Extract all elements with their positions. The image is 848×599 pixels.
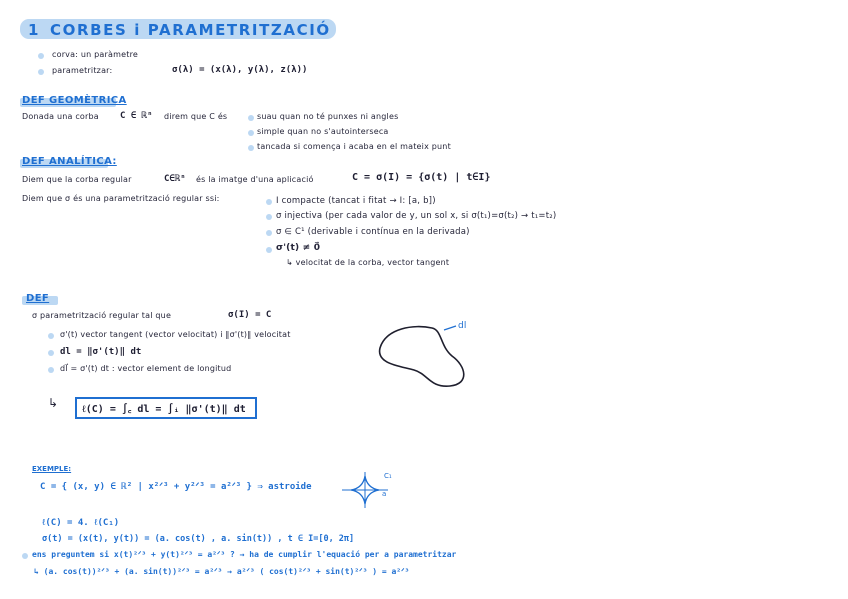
dl-pointer bbox=[444, 326, 456, 330]
length-formula: ℓ(C) = ∫꜀ dl = ∫ᵢ ‖σ'(t)‖ dt bbox=[82, 404, 246, 415]
def-ana-formula: C = σ(I) = {σ(t) | t∈I} bbox=[352, 172, 491, 183]
bullet bbox=[248, 145, 254, 151]
param-label: parametritzar: bbox=[52, 66, 113, 75]
example-line3: σ(t) = (x(t), y(t)) = (a. cos(t) , a. sin(t)) , t ∈ I=[0, 2π] bbox=[42, 534, 355, 544]
example-line1: C = { (x, y) ∈ ℝ² | x²ᐟ³ + y²ᐟ³ = a²ᐟ³ } ⇒ astroide bbox=[40, 482, 312, 492]
def-ana-line1-b: és la imatge d'una aplicació bbox=[196, 175, 314, 184]
def-geo-title: DEF GEOMÈTRICA bbox=[22, 95, 127, 106]
astroid-a-label: a bbox=[382, 490, 387, 498]
def-geo-set: C ∈ ℝⁿ bbox=[120, 111, 153, 121]
def-ana-subnote: ↳ velocitat de la corba, vector tangent bbox=[286, 258, 450, 267]
curve-label: dl bbox=[458, 321, 467, 331]
def-ana-item: σ ∈ C¹ (derivable i contínua en la derivada) bbox=[276, 227, 470, 237]
bullet bbox=[48, 333, 54, 339]
def3-item: dl = ‖σ'(t)‖ dt bbox=[60, 347, 142, 357]
bullet bbox=[22, 553, 28, 559]
def3-title: DEF bbox=[26, 293, 50, 304]
def-ana-item: I compacte (tancat i fitat → I: [a, b]) bbox=[276, 196, 436, 206]
def-ana-title: DEF ANALÍTICA: bbox=[22, 156, 117, 167]
def-geo-item: tancada si comença i acaba en el mateix punt bbox=[257, 142, 451, 151]
bullet bbox=[266, 214, 272, 220]
def-geo-lead-tail: direm que C és bbox=[164, 112, 228, 121]
def3-lead: σ parametrització regular tal que bbox=[32, 311, 172, 320]
def-ana-line2: Diem que σ és una parametrització regular ssi: bbox=[22, 194, 220, 203]
bullet bbox=[266, 230, 272, 236]
def-geo-item: simple quan no s'autointerseca bbox=[257, 127, 389, 136]
bullet bbox=[38, 69, 44, 75]
closed-curve bbox=[380, 327, 464, 387]
def-ana-item: σ'(t) ≠ 0⃗ bbox=[276, 243, 321, 253]
def3-arrow: ↳ bbox=[48, 396, 59, 410]
astroid-c1-label: C₁ bbox=[384, 472, 392, 480]
bullet bbox=[248, 115, 254, 121]
def-geo-item: suau quan no té punxes ni angles bbox=[257, 112, 399, 121]
bullet bbox=[248, 130, 254, 136]
bullet bbox=[266, 199, 272, 205]
def3-item: σ'(t) vector tangent (vector velocitat) i ‖σ'(t)‖ velocitat bbox=[60, 330, 291, 339]
section-number: 1 bbox=[28, 21, 39, 39]
example-line5: ↳ (a. cos(t))²ᐟ³ + (a. sin(t))²ᐟ³ = a²ᐟ³ → a²ᐟ³ ( cos(t)²ᐟ³ + sin(t)²ᐟ³ ) = a²ᐟ³ bbox=[34, 567, 410, 576]
def3-lead-formula: σ(I) = C bbox=[228, 310, 272, 320]
example-line2: ℓ(C) = 4. ℓ(C₁) bbox=[42, 518, 120, 528]
bullet bbox=[266, 247, 272, 253]
example-title: EXEMPLE: bbox=[32, 465, 72, 473]
bullet bbox=[48, 350, 54, 356]
def-geo-lead: Donada una corba bbox=[22, 112, 99, 121]
corva-text: corva: un paràmetre bbox=[52, 50, 138, 59]
def-ana-set: C∈ℝⁿ bbox=[164, 174, 186, 184]
def-ana-line1-a: Diem que la corba regular bbox=[22, 175, 132, 184]
bullet bbox=[38, 53, 44, 59]
bullet bbox=[48, 367, 54, 373]
page-title: CORBES i PARAMETRITZACIÓ bbox=[50, 21, 331, 39]
def-ana-item: σ injectiva (per cada valor de y, un sol x, si σ(t₁)=σ(t₂) → t₁=t₂) bbox=[276, 211, 557, 221]
param-formula: σ(λ) = (x(λ), y(λ), z(λ)) bbox=[172, 65, 308, 75]
def3-item: dl⃗ = σ'(t) dt : vector element de longitud bbox=[60, 364, 232, 373]
example-line4: ens preguntem si x(t)²ᐟ³ + y(t)²ᐟ³ = a²ᐟ³ ? → ha de cumplir l'equació per a parametritzar bbox=[32, 550, 457, 559]
